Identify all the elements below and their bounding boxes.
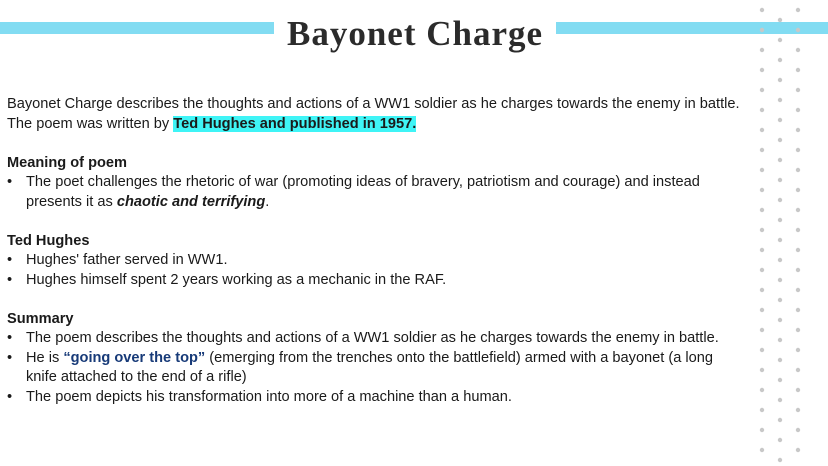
decorative-dot bbox=[760, 328, 764, 332]
decorative-dot bbox=[796, 448, 800, 452]
decorative-dot bbox=[760, 368, 764, 372]
decorative-dot bbox=[778, 278, 782, 282]
hughes-list bbox=[7, 251, 742, 290]
hughes-bullet: • Hughes' father served in WW1. bbox=[7, 251, 742, 271]
decorative-dot bbox=[778, 78, 782, 82]
decorative-dot bbox=[760, 388, 764, 392]
decorative-dot bbox=[778, 118, 782, 122]
decorative-dot bbox=[778, 238, 782, 242]
decorative-dot bbox=[760, 428, 764, 432]
decorative-dot bbox=[760, 168, 764, 172]
decorative-dot bbox=[796, 268, 800, 272]
decorative-dot bbox=[760, 68, 764, 72]
summary-bullet bbox=[7, 349, 742, 388]
decorative-dot bbox=[778, 418, 782, 422]
decorative-dot bbox=[760, 128, 764, 132]
decorative-dot bbox=[796, 228, 800, 232]
decorative-dot bbox=[778, 218, 782, 222]
decorative-dot bbox=[778, 38, 782, 42]
decorative-dot bbox=[760, 308, 764, 312]
decorative-dot bbox=[796, 148, 800, 152]
decorative-dot bbox=[760, 48, 764, 52]
decorative-dot bbox=[796, 108, 800, 112]
decorative-dot bbox=[796, 128, 800, 132]
decorative-dot bbox=[778, 158, 782, 162]
decorative-dot bbox=[760, 288, 764, 292]
intro-text: Bayonet Charge describes the thoughts and actions of a WW1 soldier as he charges towards the enemy in battle. The poem was written by bbox=[7, 96, 740, 132]
decorative-dot bbox=[796, 168, 800, 172]
decorative-dot bbox=[760, 248, 764, 252]
summary-heading: Summary bbox=[7, 310, 74, 327]
decorative-dot bbox=[778, 298, 782, 302]
decorative-dot bbox=[796, 28, 800, 32]
summary-bullet: • The poem describes the thoughts and actions of a WW1 soldier as he charges towards the enemy in battle. bbox=[7, 329, 742, 349]
decorative-dot bbox=[760, 408, 764, 412]
decorative-dot bbox=[796, 388, 800, 392]
decorative-dot bbox=[778, 138, 782, 142]
decorative-dot bbox=[760, 348, 764, 352]
decorative-dots bbox=[752, 4, 828, 466]
decorative-dot bbox=[760, 8, 764, 12]
decorative-dot bbox=[796, 88, 800, 92]
title-bar-left bbox=[0, 22, 274, 34]
decorative-dot bbox=[760, 148, 764, 152]
decorative-dot bbox=[778, 18, 782, 22]
decorative-dot bbox=[796, 408, 800, 412]
decorative-dot bbox=[778, 338, 782, 342]
decorative-dot bbox=[778, 398, 782, 402]
decorative-dot bbox=[778, 438, 782, 442]
decorative-dot bbox=[796, 248, 800, 252]
decorative-dot bbox=[760, 448, 764, 452]
decorative-dot bbox=[796, 428, 800, 432]
meaning-emphasis: chaotic and terrifying bbox=[116, 193, 266, 210]
page-title: Bayonet Charge bbox=[286, 14, 544, 53]
hughes-bullet: • Hughes himself spent 2 years working as a mechanic in the RAF. bbox=[7, 271, 742, 291]
summary-list bbox=[7, 329, 742, 407]
decorative-dot bbox=[796, 308, 800, 312]
decorative-dot bbox=[760, 228, 764, 232]
intro-highlight: Ted Hughes and published in 1957. bbox=[173, 115, 417, 132]
decorative-dot bbox=[760, 108, 764, 112]
decorative-dot bbox=[778, 358, 782, 362]
decorative-dot bbox=[778, 98, 782, 102]
decorative-dot bbox=[778, 378, 782, 382]
meaning-list bbox=[7, 173, 742, 212]
decorative-dot bbox=[796, 348, 800, 352]
decorative-dot bbox=[778, 458, 782, 462]
decorative-dot bbox=[778, 318, 782, 322]
intro-paragraph bbox=[7, 95, 742, 134]
decorative-dot bbox=[778, 58, 782, 62]
decorative-dot bbox=[760, 208, 764, 212]
decorative-dot bbox=[796, 68, 800, 72]
decorative-dot bbox=[778, 198, 782, 202]
summary-bullet-post: (emerging from the trenches onto the battlefield) armed with a bayonet (a long knife attached to the end of a rifle) bbox=[26, 349, 714, 385]
slide-content bbox=[7, 95, 742, 407]
meaning-bullet bbox=[7, 173, 742, 212]
meaning-bullet-text: The poet challenges the rhetoric of war (promoting ideas of bravery, patriotism and courage) and instead presents it as bbox=[26, 174, 700, 210]
decorative-dot bbox=[796, 48, 800, 52]
decorative-dot bbox=[778, 258, 782, 262]
hughes-heading: Ted Hughes bbox=[7, 232, 90, 249]
decorative-dot bbox=[796, 368, 800, 372]
meaning-bullet-end: . bbox=[265, 193, 270, 210]
decorative-dot bbox=[796, 328, 800, 332]
decorative-dot bbox=[760, 188, 764, 192]
decorative-dot bbox=[796, 288, 800, 292]
summary-quote: “going over the top” bbox=[63, 349, 206, 366]
summary-bullet: • The poem depicts his transformation into more of a machine than a human. bbox=[7, 388, 742, 408]
meaning-heading: Meaning of poem bbox=[7, 154, 127, 171]
decorative-dot bbox=[760, 268, 764, 272]
summary-bullet-pre: He is bbox=[26, 349, 64, 366]
decorative-dot bbox=[778, 178, 782, 182]
decorative-dot bbox=[796, 208, 800, 212]
decorative-dot bbox=[796, 8, 800, 12]
decorative-dot bbox=[760, 88, 764, 92]
decorative-dot bbox=[796, 188, 800, 192]
decorative-dot bbox=[760, 28, 764, 32]
